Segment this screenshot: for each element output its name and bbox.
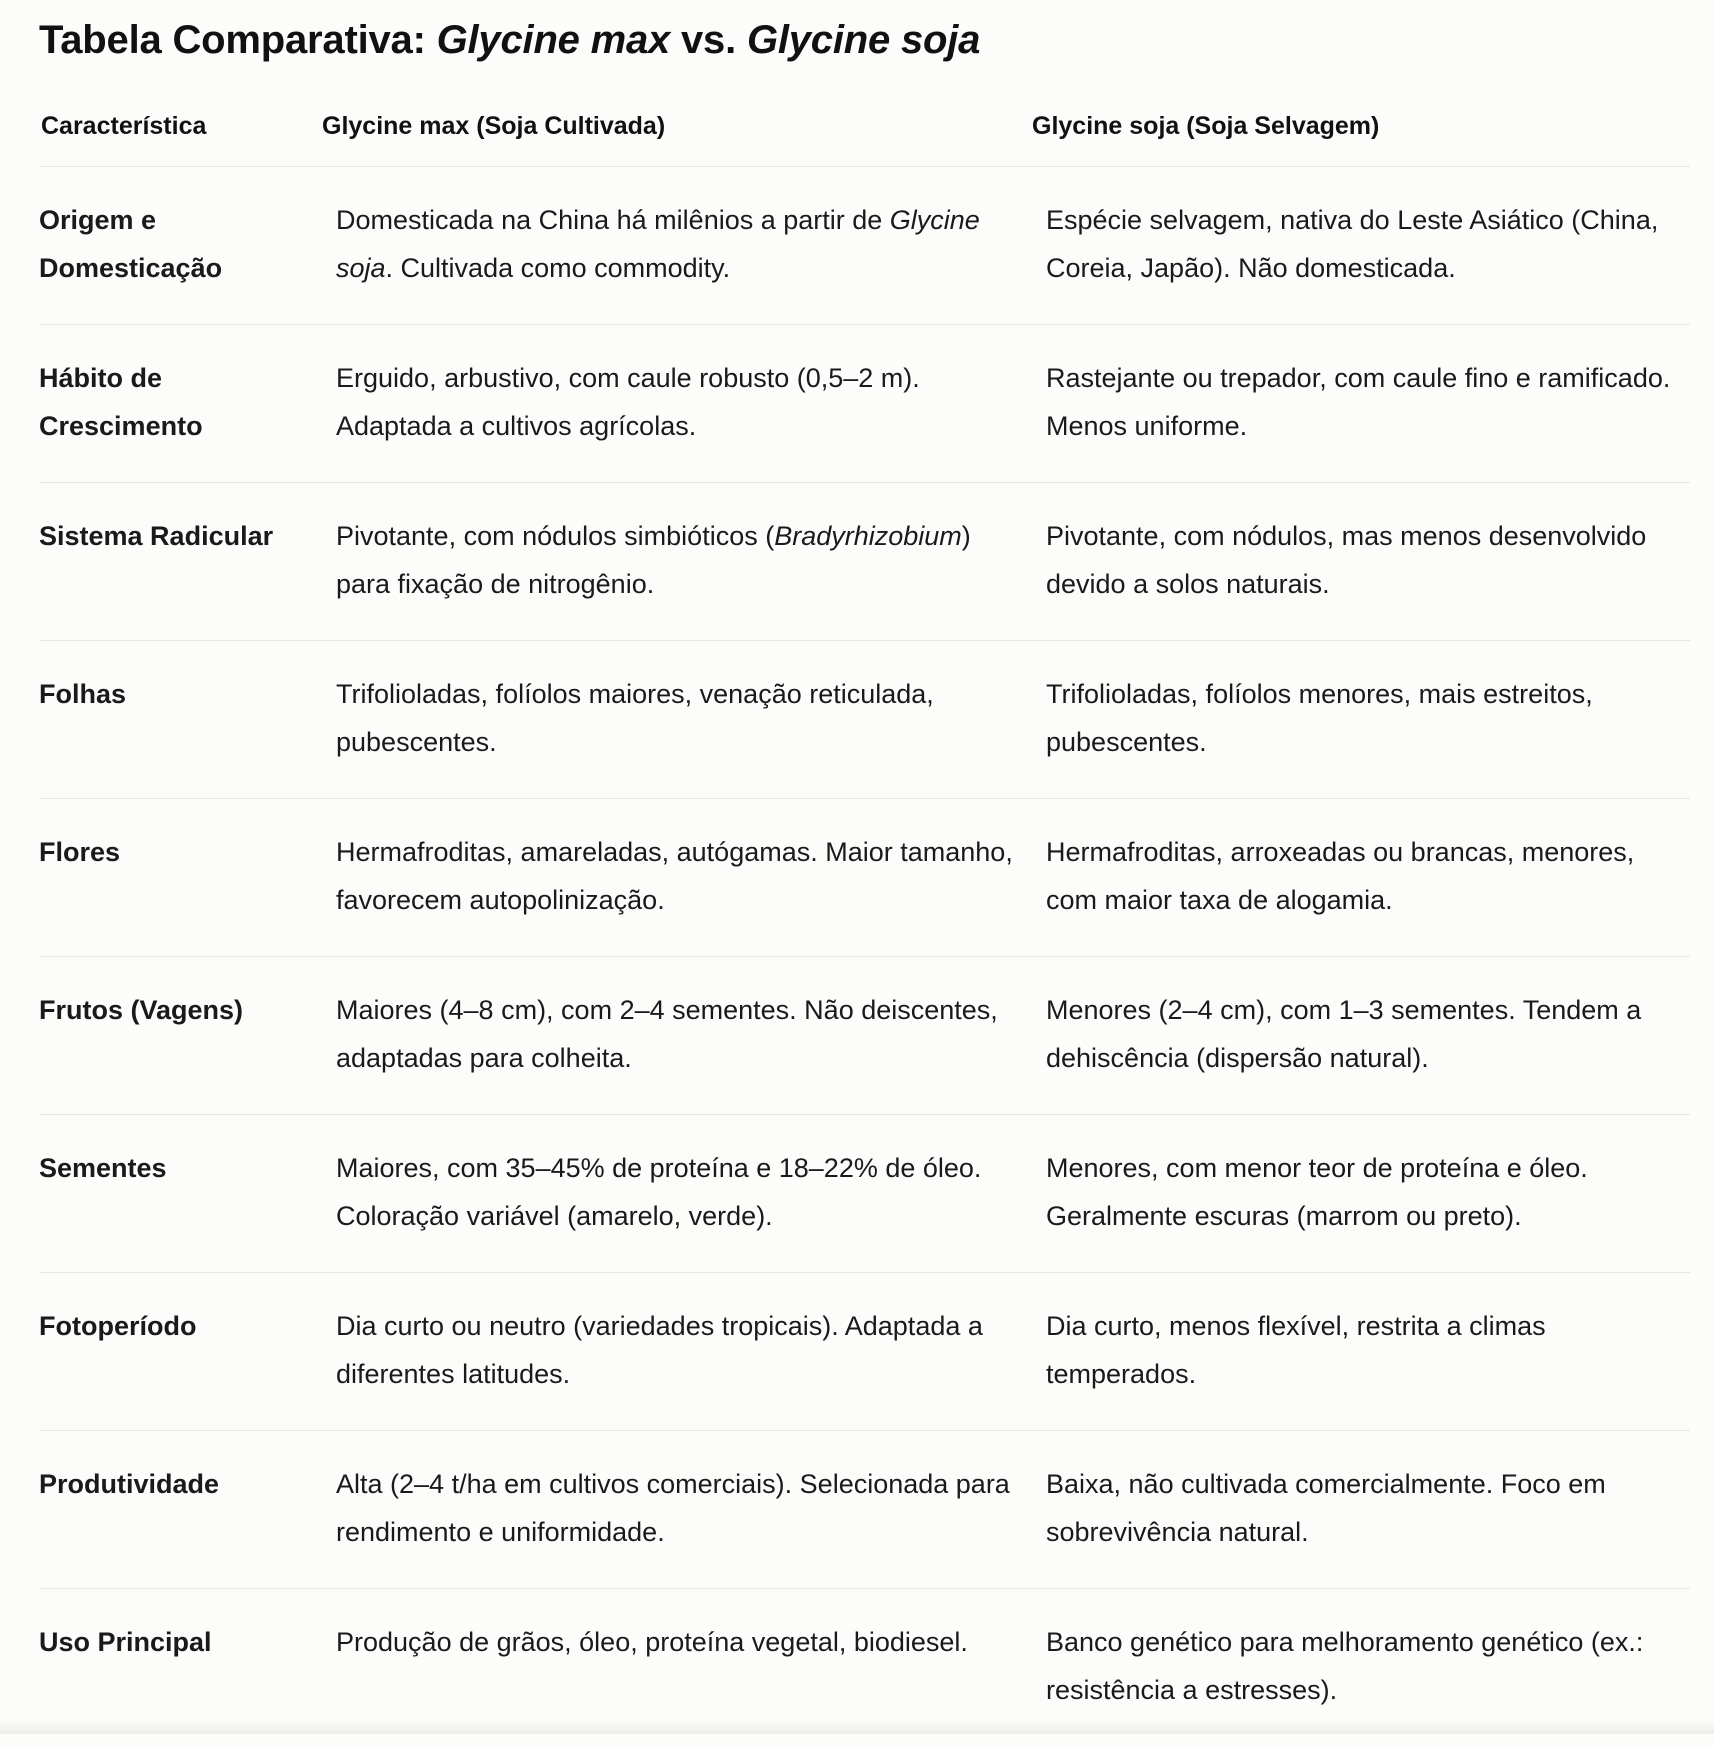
text-span: Maiores, com 35–45% de proteína e 18–22% de óleo. Coloração variável (amarelo, verde).: [336, 1153, 982, 1231]
document: [39, 0, 1690, 1747]
header-glycine-max: Glycine max (Soja Cultivada): [322, 86, 1032, 167]
glycine-soja-cell: Banco genético para melhoramento genético (ex.: resistência a estresses).: [1046, 1627, 1644, 1705]
table-row: [39, 1431, 1690, 1589]
glycine-soja-cell: Hermafroditas, arroxeadas ou brancas, menores, com maior taxa de alogamia.: [1032, 799, 1690, 957]
glycine-max-cell: [322, 483, 1032, 641]
italic-text: Bradyrhizobium: [774, 521, 962, 551]
glycine-max-cell: [322, 167, 1032, 325]
feature-cell: Origem e Domesticação: [39, 167, 322, 325]
glycine-soja-cell: Dia curto, menos flexível, restrita a climas temperados.: [1032, 1273, 1690, 1431]
glycine-soja-cell: Pivotante, com nódulos, mas menos desenvolvido devido a solos naturais.: [1032, 483, 1690, 641]
header-glycine-soja: Glycine soja (Soja Selvagem): [1032, 86, 1690, 167]
glycine-max-cell: [322, 1431, 1032, 1589]
feature-cell: Folhas: [39, 641, 322, 799]
text-span: Maiores (4–8 cm), com 2–4 sementes. Não deiscentes, adaptadas para colheita.: [336, 995, 998, 1073]
text-span: Trifolioladas, folíolos maiores, venação reticulada, pubescentes.: [336, 679, 934, 757]
text-span: . Cultivada como commodity.: [385, 253, 731, 283]
glycine-max-cell: [322, 325, 1032, 483]
text-span: Hermafroditas, amareladas, autógamas. Maior tamanho, favorecem autopolinização.: [336, 837, 1013, 915]
glycine-max-cell: [322, 641, 1032, 799]
text-span: ) para fixação de nitrogênio.: [336, 521, 971, 599]
table-row: [39, 1115, 1690, 1273]
feature-cell: Fotoperíodo: [39, 1273, 322, 1431]
title-species-a: Glycine max: [436, 18, 671, 62]
title-separator: vs.: [670, 18, 747, 62]
glycine-soja-cell: Rastejante ou trepador, com caule fino e ramificado. Menos uniforme.: [1032, 325, 1690, 483]
text-span: Domesticada na China há milênios a partir de: [336, 205, 890, 235]
table-row: [39, 167, 1690, 325]
table-row: [39, 483, 1690, 641]
feature-cell: Sistema Radicular: [39, 483, 322, 641]
glycine-soja-cell: Espécie selvagem, nativa do Leste Asiático (China, Coreia, Japão). Não domesticada.: [1032, 167, 1690, 325]
glycine-soja-cell: Menores (2–4 cm), com 1–3 sementes. Tendem a dehiscência (dispersão natural).: [1032, 957, 1690, 1115]
table-row: [39, 1273, 1690, 1431]
title-species-b: Glycine soja: [746, 18, 981, 62]
header-feature: Característica: [39, 86, 322, 167]
text-span: Pivotante, com nódulos simbióticos (: [336, 521, 775, 551]
page-title: [39, 0, 1690, 86]
table-row: [39, 325, 1690, 483]
feature-cell: Hábito de Crescimento: [39, 325, 322, 483]
feature-cell: Frutos (Vagens): [39, 957, 322, 1115]
glycine-soja-cell: Baixa, não cultivada comercialmente. Foco em sobrevivência natural.: [1032, 1431, 1690, 1589]
table-row: [39, 799, 1690, 957]
italic-text: Glycine soja: [336, 205, 980, 283]
comparison-table: [39, 86, 1690, 1747]
feature-cell: Produtividade: [39, 1431, 322, 1589]
glycine-max-cell: [322, 799, 1032, 957]
bottom-edge-shadow: [0, 1720, 1714, 1734]
table-row: [39, 641, 1690, 799]
text-span: Produção de grãos, óleo, proteína vegetal, biodiesel.: [336, 1627, 968, 1657]
header-row: [39, 86, 1690, 167]
table-header: [39, 86, 1690, 167]
text-span: Dia curto ou neutro (variedades tropicais). Adaptada a diferentes latitudes.: [336, 1311, 983, 1389]
glycine-max-cell: [322, 957, 1032, 1115]
glycine-soja-cell: Menores, com menor teor de proteína e óleo. Geralmente escuras (marrom ou preto).: [1032, 1115, 1690, 1273]
title-prefix: Tabela Comparativa:: [39, 18, 437, 62]
feature-cell: Uso Principal: [39, 1627, 212, 1657]
table-row: [39, 957, 1690, 1115]
glycine-max-cell: [322, 1273, 1032, 1431]
text-span: Alta (2–4 t/ha em cultivos comerciais). Selecionada para rendimento e uniformidade.: [336, 1469, 1010, 1547]
text-span: Erguido, arbustivo, com caule robusto (0,5–2 m). Adaptada a cultivos agrícolas.: [336, 363, 920, 441]
table-body: [39, 167, 1690, 1747]
feature-cell: Flores: [39, 799, 322, 957]
feature-cell: Sementes: [39, 1115, 322, 1273]
glycine-max-cell: [322, 1115, 1032, 1273]
glycine-soja-cell: Trifolioladas, folíolos menores, mais estreitos, pubescentes.: [1032, 641, 1690, 799]
